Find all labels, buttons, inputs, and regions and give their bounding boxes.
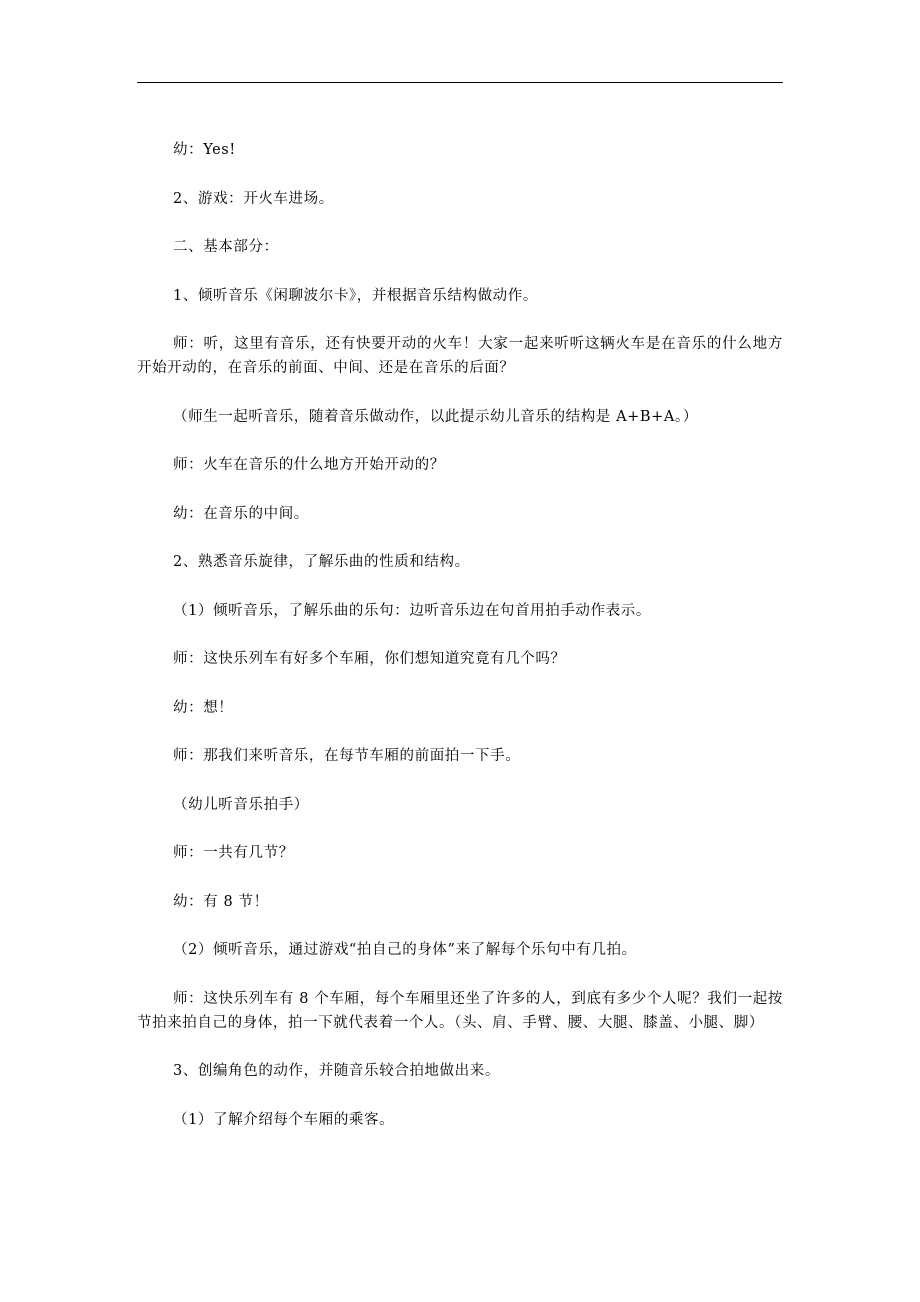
paragraph: 师：这快乐列车有 8 个车厢，每个车厢里还坐了许多的人，到底有多少个人呢？我们一起按节拍来拍自己的身体，拍一下就代表着一个人。（头、肩、手臂、腰、大腿、膝盖、小腿、脚） [137, 990, 783, 1031]
paragraph: （师生一起听音乐，随着音乐做动作，以此提示幼儿音乐的结构是 A+B+A。） [173, 408, 698, 425]
paragraph: 师：一共有几节？ [173, 845, 294, 861]
header-rule [137, 82, 783, 83]
paragraph: 师：听，这里有音乐，还有快要开动的火车！大家一起来听听这辆火车是在音乐的什么地方开始开动的，在音乐的前面、中间、还是在音乐的后面？ [137, 336, 783, 376]
paragraph: 师：这快乐列车有好多个车厢，你们想知道究竟有几个吗？ [173, 651, 566, 667]
paragraph: 3、创编角色的动作，并随音乐较合拍地做出来。 [173, 1063, 500, 1079]
paragraph: （1）倾听音乐，了解乐曲的乐句：边听音乐边在句首用拍手动作表示。 [173, 602, 651, 619]
paragraph: 1、倾听音乐《闲聊波尔卡》，并根据音乐结构做动作。 [173, 287, 538, 304]
paragraph: 幼：在音乐的中间。 [173, 505, 309, 522]
document-body [137, 138, 783, 1156]
paragraph: 幼：有 8 节！ [173, 893, 269, 910]
paragraph: 2、游戏：开火车进场。 [173, 190, 334, 207]
section-heading: 二、基本部分： [173, 239, 279, 255]
paragraph: 2、熟悉音乐旋律，了解乐曲的性质和结构。 [173, 554, 470, 570]
paragraph: （1）了解介绍每个车厢的乘客。 [173, 1111, 395, 1128]
paragraph: 幼：想！ [173, 699, 234, 716]
paragraph: 幼：Yes! [173, 142, 236, 158]
paragraph: （幼儿听音乐拍手） [173, 796, 309, 813]
paragraph: 师：火车在音乐的什么地方开始开动的？ [173, 457, 445, 473]
paragraph: 师：那我们来听音乐，在每节车厢的前面拍一下手。 [173, 748, 521, 764]
paragraph: （2）倾听音乐，通过游戏“拍自己的身体”来了解每个乐句中有几拍。 [173, 942, 637, 958]
